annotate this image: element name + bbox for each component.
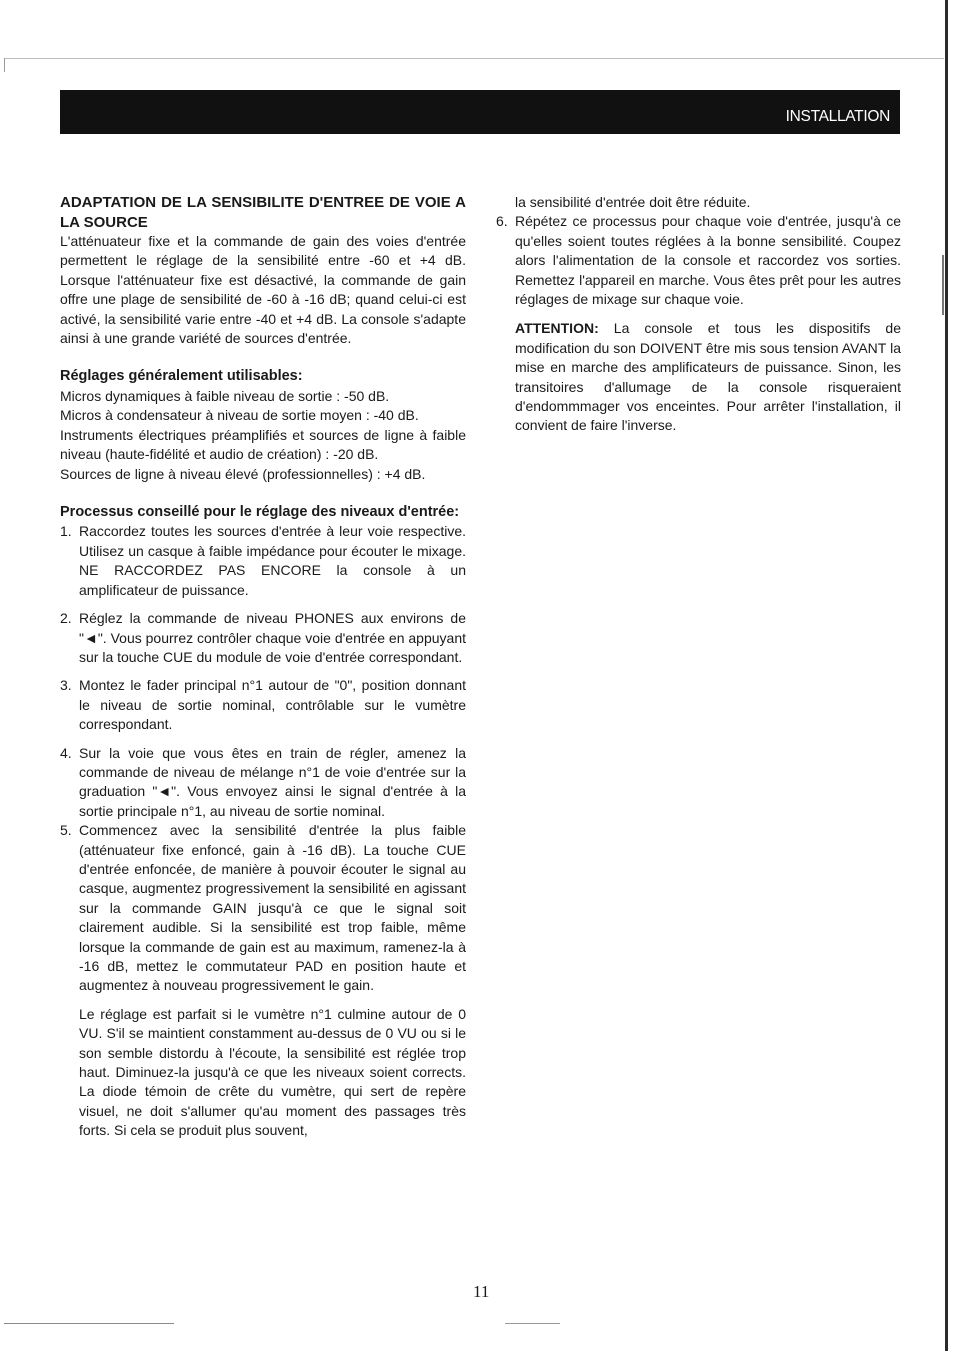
- step-item: [60, 744, 466, 822]
- header-bar: [60, 90, 900, 134]
- step-5-continuation: Le réglage est parfait si le vumètre n°1 culmine autour de 0 VU. S'il se maintient constamment au-dessus de 0 VU ou si le son semble distordu à l'écoute, la sensibilité est réglée trop haut. Diminuez-la jusqu'à ce que les niveaux soient corrects. La diode témoin de crête du vumètre, qui sert de repère visuel, ne doit s'allumer qu'au moment des passages très forts. Si cela se produit plus souvent,: [79, 1005, 466, 1139]
- right-column: [496, 193, 901, 436]
- scan-right-tick: [942, 255, 944, 315]
- step-number: 5.: [60, 822, 72, 839]
- step-number: 4.: [60, 744, 72, 761]
- continuation-text: la sensibilité d'entrée doit être réduite.: [515, 194, 751, 210]
- attention-label: ATTENTION:: [515, 320, 599, 337]
- settings-heading: Réglages généralement utilisables:: [60, 368, 303, 385]
- steps-list: [60, 522, 466, 995]
- step-item: [60, 821, 466, 996]
- page-number: 11: [473, 1282, 490, 1301]
- section-heading: ADAPTATION DE LA SENSIBILITE D'ENTREE DE VOIE A LA SOURCE: [60, 194, 466, 231]
- left-column: [60, 193, 466, 1141]
- attention-text: La console et tous les dispositifs de modification du son DOIVENT être mis sous tension AVANT la mise en marche des amplificateurs de puissance. Sinon, les transitoires d'allumage de la console risqueraient d'endommmager vos enceintes. Pour arrêter l'installation, il convient de faire l'inverse.: [515, 320, 901, 434]
- settings-item: Micros à condensateur à niveau de sortie moyen : -40 dB.: [60, 407, 419, 424]
- scan-right-edge: [945, 0, 948, 1351]
- step-text: Commencez avec la sensibilité d'entrée la plus faible (atténuateur fixe enfoncé, gain à -16 dB). La touche CUE d'entrée enfoncée, de manière à pouvoir écouter le signal au casque, augmentez progressivement la sensibilité en agissant sur la commande GAIN jusqu'à ce que le signal soit clairement audible. Si la sensibilité est trop faible, même lorsque la commande de gain est au maximum, ramenez-la à -16 dB, mettez le commutateur PAD en position haute et augmentez à nouveau progressivement le gain.: [79, 822, 466, 994]
- step-text: Montez le fader principal n°1 autour de "0", position donnant le niveau de sortie nominal, contrôlable sur le vumètre correspondant.: [79, 677, 466, 733]
- settings-item: Micros dynamiques à faible niveau de sortie : -50 dB.: [60, 387, 390, 404]
- step-number: 3.: [60, 677, 72, 694]
- step-text: Répétez ce processus pour chaque voie d'entrée, jusqu'à ce qu'elles soient toutes réglées à la bonne sensibilité. Coupez alors l'alimentation de la console et raccordez vos sorties. Remettez l'appareil en marche. Vous êtes prêt pour les autres réglages de mixage sur chaque voie.: [515, 213, 901, 308]
- step-number: 2.: [60, 610, 72, 627]
- footer-rule-left: [4, 1323, 174, 1324]
- settings-item: Instruments électriques préamplifiés et sources de ligne à faible niveau (haute-fidélité et audio de création) : -20 dB.: [60, 426, 466, 463]
- attention-paragraph: [496, 319, 901, 435]
- header-title: INSTALLATION: [785, 108, 890, 125]
- settings-item: Sources de ligne à niveau élevé (professionnelles) : +4 dB.: [60, 465, 426, 482]
- step-number: 1.: [60, 523, 72, 540]
- step-item: [496, 212, 901, 309]
- step-item: [60, 609, 466, 667]
- settings-list: [60, 387, 466, 484]
- step-text: Réglez la commande de niveau PHONES aux environs de "◄". Vous pourrez contrôler chaque voie d'entrée en appuyant sur la touche CUE du module de voie d'entrée correspondant.: [79, 610, 466, 665]
- intro-paragraph: L'atténuateur fixe et la commande de gain des voies d'entrée permettent le réglage de la sensibilité entre -60 et +4 dB. Lorsque l'atténuateur fixe est désactivé, la commande de gain offre une plage de sensibilité de -60 à -16 dB; quand celui-ci est activé, la sensibilité varie entre -40 et +4 dB. La console s'adapte ainsi à une grande variété de sources d'entrée.: [60, 233, 466, 347]
- step-item: [60, 676, 466, 734]
- step-text: Raccordez toutes les sources d'entrée à leur voie respective. Utilisez un casque à faible impédance pour écouter le mixage. NE RACCORDEZ PAS ENCORE la console à un amplificateur de puissance.: [79, 523, 466, 598]
- scan-corner-mark: [4, 58, 5, 72]
- scan-top-line: [4, 58, 944, 59]
- step-number: 6.: [496, 213, 508, 230]
- step-text: Sur la voie que vous êtes en train de régler, amenez la commande de niveau de mélange n°1 de voie d'entrée sur la graduation "◄". Vous envoyez ainsi le signal d'entrée à la sortie principale n°1, au niveau de sortie nominal.: [79, 744, 466, 819]
- step-item: [60, 522, 466, 600]
- footer-rule-right: [505, 1323, 560, 1324]
- process-heading: Processus conseillé pour le réglage des niveaux d'entrée:: [60, 503, 460, 520]
